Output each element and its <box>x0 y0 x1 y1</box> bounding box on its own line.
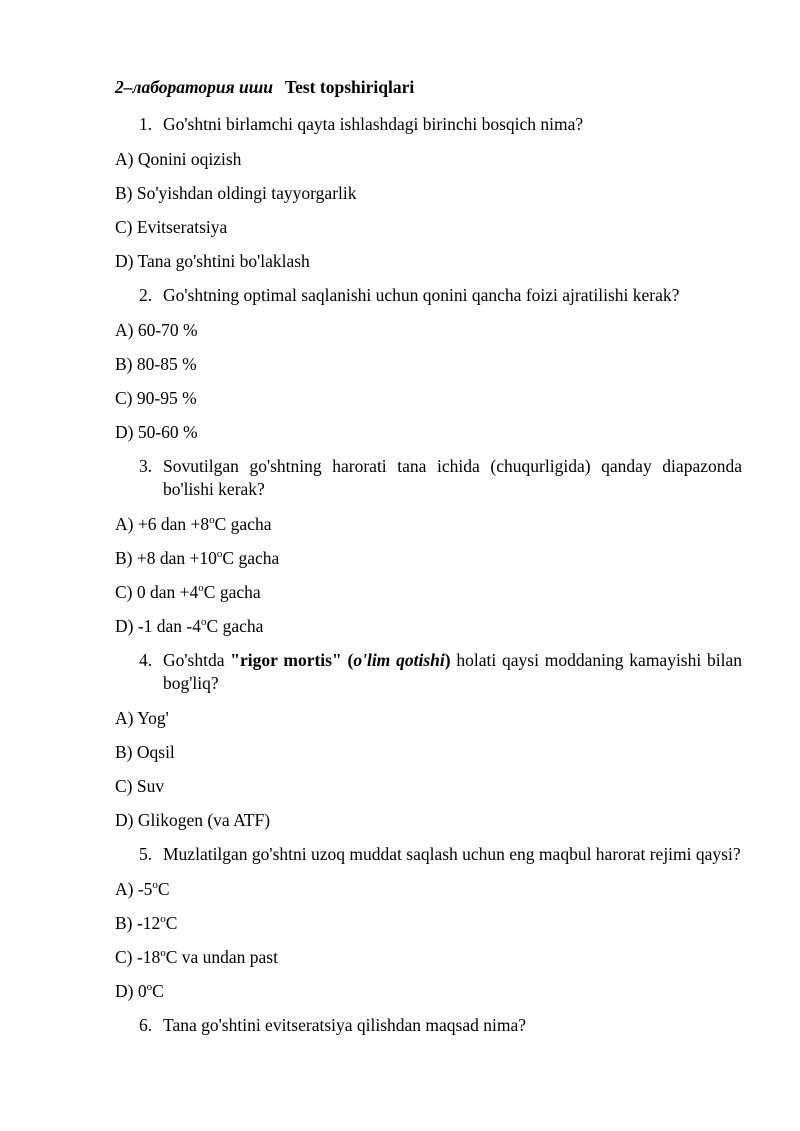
title-en: Test topshiriqlari <box>285 77 415 97</box>
option-c: C) 0 dan $+4^oC$ gacha <box>115 582 261 602</box>
question-number: 5. <box>139 844 153 864</box>
option-b: B) -12$^o$C <box>115 913 178 933</box>
document-page <box>115 76 742 1049</box>
question-number: 3. <box>139 456 153 476</box>
option-a: A) Yog' <box>115 708 169 728</box>
option-b: B) So'yishdan oldingi tayyorgarlik <box>115 183 357 203</box>
question-text: Go'shtni birlamchi qayta ishlashdagi birinchi bosqich nima? <box>163 114 584 134</box>
question-number: 2. <box>139 285 153 305</box>
question-2 <box>115 284 742 307</box>
question-text: Tana go'shtini evitseratsiya qilishdan maqsad nima? <box>163 1015 527 1035</box>
option-d: D) Tana go'shtini bo'laklash <box>115 251 310 271</box>
option-b: B) Oqsil <box>115 742 175 762</box>
question-5 <box>115 843 742 866</box>
option-d: D) 0$^o$C <box>115 981 164 1001</box>
question-text: Muzlatilgan go'shtni uzoq muddat saqlash uchun eng maqbul harorat rejimi qaysi? <box>163 844 741 864</box>
option-c: C) 90-95 % <box>115 388 197 408</box>
question-text: Sovutilgan go'shtning harorati tana ichida (chuqurligida) qanday diapazonda bo'lishi kerak? <box>163 456 742 499</box>
question-number: 6. <box>139 1015 153 1035</box>
question-text: Go'shtning optimal saqlanishi uchun qonini qancha foizi ajratilishi kerak? <box>163 285 680 305</box>
option-c: C) -18$^o$C va undan past <box>115 947 278 967</box>
document-title <box>115 76 742 98</box>
question-3 <box>115 455 742 501</box>
option-b: B) +8 dan $+10^oC$ gacha <box>115 548 280 568</box>
option-c: C) Evitseratsiya <box>115 217 228 237</box>
option-a: A) +6 dan $+8^oC$ gacha <box>115 514 272 534</box>
option-c: C) Suv <box>115 776 165 796</box>
question-number: 1. <box>139 114 153 134</box>
option-a: A) -5$^o$C <box>115 879 170 899</box>
question-4 <box>115 649 742 695</box>
option-d: D) Glikogen (va ATF) <box>115 810 271 830</box>
question-6 <box>115 1014 742 1037</box>
title-ru: 2–лаборатория иши <box>115 77 274 97</box>
option-d: D) -1 dan -4$^o$C gacha <box>115 616 264 636</box>
option-a: A) Qonini oqizish <box>115 149 242 169</box>
question-text: Go'shtda "rigor mortis" (o'lim qotishi) holati qaysi moddaning kamayishi bilan bog'liq? <box>163 650 743 693</box>
option-d: D) 50-60 % <box>115 422 198 442</box>
option-b: B) 80-85 % <box>115 354 197 374</box>
question-1 <box>115 113 742 136</box>
option-a: A) 60-70 % <box>115 320 198 340</box>
question-number: 4. <box>139 650 153 670</box>
